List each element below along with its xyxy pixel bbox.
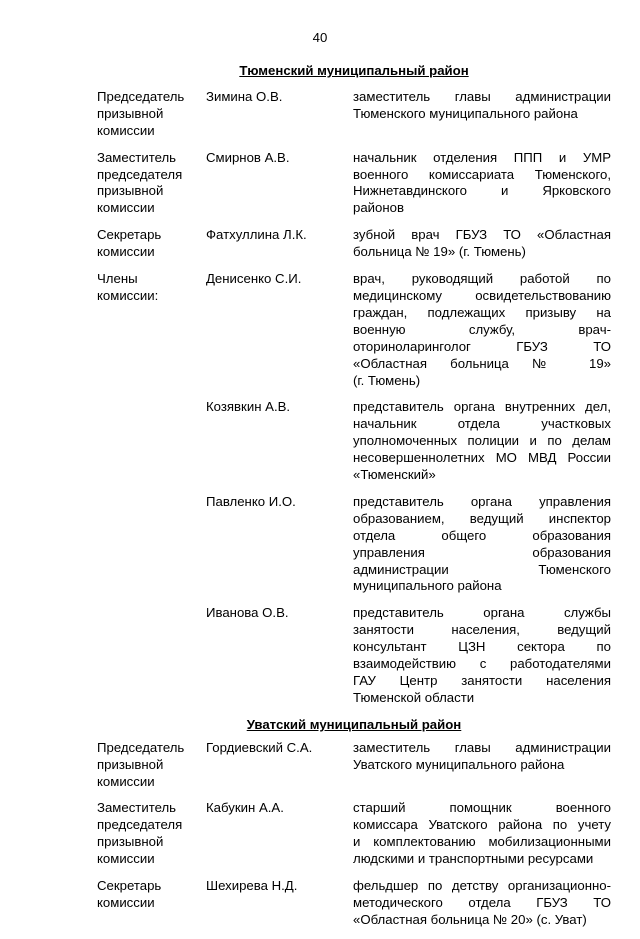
member-name: Фатхуллина Л.К. bbox=[206, 227, 307, 243]
member-position-line: отдела общего образования bbox=[353, 527, 611, 543]
member-role bbox=[97, 150, 206, 218]
member-position-line: районов bbox=[353, 200, 404, 216]
member-position-line: занятости населения, ведущий bbox=[353, 622, 611, 638]
member-position-line: медицинскому освидетельствованию bbox=[353, 287, 611, 303]
member-role-line: комиссии bbox=[97, 894, 155, 910]
member-position-line: (г. Тюмень) bbox=[353, 372, 421, 388]
member-position-line: врач, руководящий работой по bbox=[353, 271, 611, 287]
member-position-line: взаимодействию с работодателями bbox=[353, 656, 611, 672]
member-name: Кабукин А.А. bbox=[206, 800, 284, 816]
member-position-line: администрации Тюменского bbox=[353, 561, 611, 577]
member-position-line: граждан, подлежащих призыву на bbox=[353, 304, 611, 320]
member-position bbox=[353, 271, 611, 389]
member-position-line: «Областная больница № 20» (с. Уват) bbox=[353, 911, 587, 927]
member-role bbox=[97, 399, 206, 484]
member-position-line: больница № 19» (г. Тюмень) bbox=[353, 244, 526, 260]
member-name: Шехирева Н.Д. bbox=[206, 878, 298, 894]
member-position-line: образованием, ведущий инспектор bbox=[353, 510, 611, 526]
member-position-line: старший помощник военного bbox=[353, 800, 611, 816]
member-name: Павленко И.О. bbox=[206, 493, 296, 509]
member-position-line: представитель органа внутренних дел, bbox=[353, 399, 611, 415]
member-position-line: и комплектованию мобилизационными bbox=[353, 834, 611, 850]
member-role-line: призывной bbox=[97, 756, 164, 772]
member-position-line: оториноларинголог ГБУЗ ТО bbox=[353, 338, 611, 354]
member-position-line: «Тюменский» bbox=[353, 467, 436, 483]
member-role-line: председателя bbox=[97, 817, 183, 833]
member-role-line: Члены bbox=[97, 271, 138, 287]
commission-member-row bbox=[97, 878, 611, 929]
member-position-line: начальник отдела участковых bbox=[353, 416, 611, 432]
commission-member-row bbox=[97, 740, 611, 791]
member-position-line: начальник отделения ППП и УМР bbox=[353, 149, 611, 165]
member-position-line: заместитель главы администрации bbox=[353, 739, 611, 755]
member-position bbox=[353, 605, 611, 706]
member-position bbox=[353, 800, 611, 868]
member-name: Денисенко С.И. bbox=[206, 271, 302, 287]
member-position-line: представитель органа службы bbox=[353, 605, 611, 621]
member-role-line: призывной bbox=[97, 183, 164, 199]
member-position-line: консультант ЦЗН сектора по bbox=[353, 639, 611, 655]
section-title: Тюменский муниципальный район bbox=[239, 63, 469, 78]
commission-member-row bbox=[97, 271, 611, 389]
member-position-line: уполномоченных полиции и по делам bbox=[353, 433, 611, 449]
commission-member-row bbox=[97, 227, 611, 261]
member-role-line: призывной bbox=[97, 834, 164, 850]
member-position-line: несовершеннолетних МО МВД России bbox=[353, 450, 611, 466]
member-role bbox=[97, 89, 206, 140]
member-role-line: Заместитель bbox=[97, 800, 177, 816]
member-role-line: комиссии bbox=[97, 851, 155, 867]
member-role-line: Председатель bbox=[97, 88, 185, 104]
member-position-line: людскими и транспортными ресурсами bbox=[353, 851, 594, 867]
member-role-line: комиссии bbox=[97, 200, 155, 216]
member-position-line: управления образования bbox=[353, 544, 611, 560]
member-role bbox=[97, 878, 206, 929]
member-name: Смирнов А.В. bbox=[206, 149, 290, 165]
page-number: 40 bbox=[312, 30, 328, 45]
member-position-line: заместитель главы администрации bbox=[353, 88, 611, 104]
member-role-line: комиссии bbox=[97, 122, 155, 138]
section-title: Уватский муниципальный район bbox=[246, 716, 462, 732]
member-name: Гордиевский С.А. bbox=[206, 739, 313, 755]
document-body bbox=[97, 63, 611, 939]
member-position-line: Тюменского муниципального района bbox=[353, 105, 578, 121]
member-position-line: муниципального района bbox=[353, 578, 502, 594]
member-role bbox=[97, 494, 206, 595]
member-role bbox=[97, 800, 206, 868]
member-role bbox=[97, 271, 206, 389]
member-role-line: Секретарь bbox=[97, 227, 162, 243]
member-position bbox=[353, 399, 611, 484]
member-position bbox=[353, 878, 611, 929]
member-position bbox=[353, 89, 611, 140]
member-role-line: председателя bbox=[97, 166, 183, 182]
member-position bbox=[353, 227, 611, 261]
commission-member-row bbox=[97, 800, 611, 868]
member-name: Иванова О.В. bbox=[206, 605, 289, 621]
member-role-line: призывной bbox=[97, 105, 164, 121]
member-position-line: Тюменской области bbox=[353, 689, 475, 705]
commission-member-row bbox=[97, 89, 611, 140]
member-role-line: Секретарь bbox=[97, 878, 162, 894]
member-role-line: комиссии bbox=[97, 773, 155, 789]
commission-member-row bbox=[97, 494, 611, 595]
member-position-line: фельдшер по детству организационно- bbox=[353, 878, 611, 894]
member-name: Зимина О.В. bbox=[206, 88, 283, 104]
member-role bbox=[97, 605, 206, 706]
member-role-line: Заместитель bbox=[97, 149, 177, 165]
member-position bbox=[353, 150, 611, 218]
member-position-line: «Областная больница № 19» bbox=[353, 355, 611, 371]
member-position-line: ГАУ Центр занятости населения bbox=[353, 673, 611, 688]
member-role-line: комиссии: bbox=[97, 287, 159, 303]
member-position-line: военную службу, врач- bbox=[353, 321, 611, 337]
member-position-line: комиссара Уватского района по учету bbox=[353, 817, 611, 833]
member-role-line: Председатель bbox=[97, 739, 185, 755]
commission-member-row bbox=[97, 150, 611, 218]
member-position bbox=[353, 740, 611, 791]
member-position-line: зубной врач ГБУЗ ТО «Областная bbox=[353, 227, 611, 243]
member-role bbox=[97, 740, 206, 791]
member-role-line: комиссии bbox=[97, 244, 155, 260]
commission-member-row bbox=[97, 605, 611, 706]
member-position bbox=[353, 494, 611, 595]
member-position-line: представитель органа управления bbox=[353, 493, 611, 509]
commission-member-row bbox=[97, 399, 611, 484]
member-position-line: Уватского муниципального района bbox=[353, 756, 565, 772]
member-name: Козявкин А.В. bbox=[206, 399, 291, 415]
member-position-line: Нижнетавдинского и Ярковского bbox=[353, 183, 611, 199]
member-role bbox=[97, 227, 206, 261]
member-position-line: методического отдела ГБУЗ ТО bbox=[353, 894, 611, 910]
member-position-line: военного комиссариата Тюменского, bbox=[353, 166, 611, 182]
